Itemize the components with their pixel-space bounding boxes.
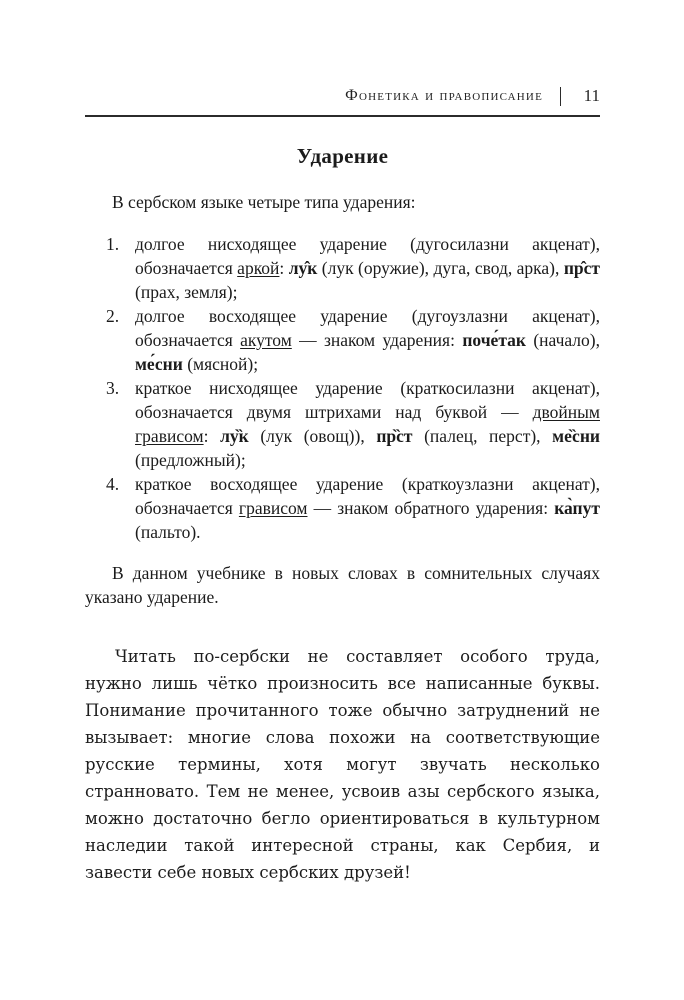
text-run: долгое нисходящее ударение (дугосилазни акценат), обозначается bbox=[135, 233, 600, 278]
accented-word: ме̏сни bbox=[552, 425, 600, 446]
accent-types-list bbox=[85, 232, 600, 544]
text-run: краткое восходящее ударение (краткоузлазни акценат), обозначается bbox=[135, 473, 600, 518]
intro-paragraph: В сербском языке четыре типа ударения: bbox=[112, 192, 416, 212]
page-number: 11 bbox=[583, 86, 600, 105]
section-title: Ударение bbox=[296, 144, 389, 168]
list-item bbox=[85, 376, 600, 472]
list-item-text bbox=[135, 376, 600, 472]
list-number: 1. bbox=[106, 233, 120, 254]
text-run: (мясной); bbox=[182, 353, 259, 374]
text-run: (прах, земля); bbox=[135, 281, 238, 302]
accented-word: лу̏к bbox=[220, 425, 249, 446]
reading-note-paragraph: Читать по-сербски не составляет особого труда, нужно лишь чётко произносить все написанные буквы. Понимание прочитанного тоже обычно затруднений не вызывает: многие слова похожи на соответствующие русские термины, хотя могут звучать несколько странновато. Тем не менее, усвоив азы сербского языка, можно достаточно бегло ориентироваться в культурном наследии такой интересной страны, как Сербия, и завести себе новых сербских друзей! bbox=[85, 647, 600, 882]
underlined-term: акутом bbox=[240, 329, 292, 350]
text-run: : bbox=[203, 425, 221, 446]
list-number: 2. bbox=[106, 305, 120, 326]
accented-word: ме́сни bbox=[135, 353, 183, 374]
underlined-term: грависом bbox=[238, 497, 308, 518]
list-number: 4. bbox=[106, 473, 120, 494]
list-item bbox=[85, 232, 600, 304]
accented-word: пр̂ст bbox=[563, 257, 600, 278]
text-run: краткое нисходящее ударение (краткосилазни акценат), обозначается двумя штрихами над буквой — bbox=[135, 377, 600, 422]
text-run: (лук (овощ)), bbox=[248, 425, 377, 446]
list-item bbox=[85, 472, 600, 544]
text-run: — знаком обратного ударения: bbox=[307, 497, 555, 518]
text-run: (предложный); bbox=[135, 449, 246, 470]
text-run: (палец, перст), bbox=[412, 425, 553, 446]
text-run: (лук (оружие), дуга, свод, арка), bbox=[317, 257, 564, 278]
accented-word: лу̂к bbox=[288, 257, 318, 278]
text-run: (пальто). bbox=[135, 521, 201, 542]
text-run: — знаком ударения: bbox=[291, 329, 463, 350]
list-item-text bbox=[135, 232, 600, 304]
list-item-text bbox=[135, 304, 600, 376]
accented-word: ка̀пут bbox=[554, 497, 600, 518]
closing-paragraph: В данном учебнике в новых словах в сомнительных случаях указано ударение. bbox=[85, 563, 600, 607]
text-run: (начало), bbox=[525, 329, 600, 350]
underlined-term: аркой bbox=[237, 257, 280, 278]
accented-word: поче́так bbox=[462, 329, 526, 350]
text-run: : bbox=[279, 257, 289, 278]
text-run: долгое восходящее ударение (дугоузлазни акценат), обозначается bbox=[135, 305, 600, 350]
page-header bbox=[85, 86, 600, 117]
list-item-text bbox=[135, 472, 600, 544]
list-number: 3. bbox=[106, 377, 120, 398]
underlined-term: двойным грависом bbox=[135, 401, 600, 446]
header-divider bbox=[560, 87, 561, 106]
accented-word: пр̏ст bbox=[376, 425, 413, 446]
list-item bbox=[85, 304, 600, 376]
running-head: Фонетика и правописание bbox=[345, 87, 543, 104]
